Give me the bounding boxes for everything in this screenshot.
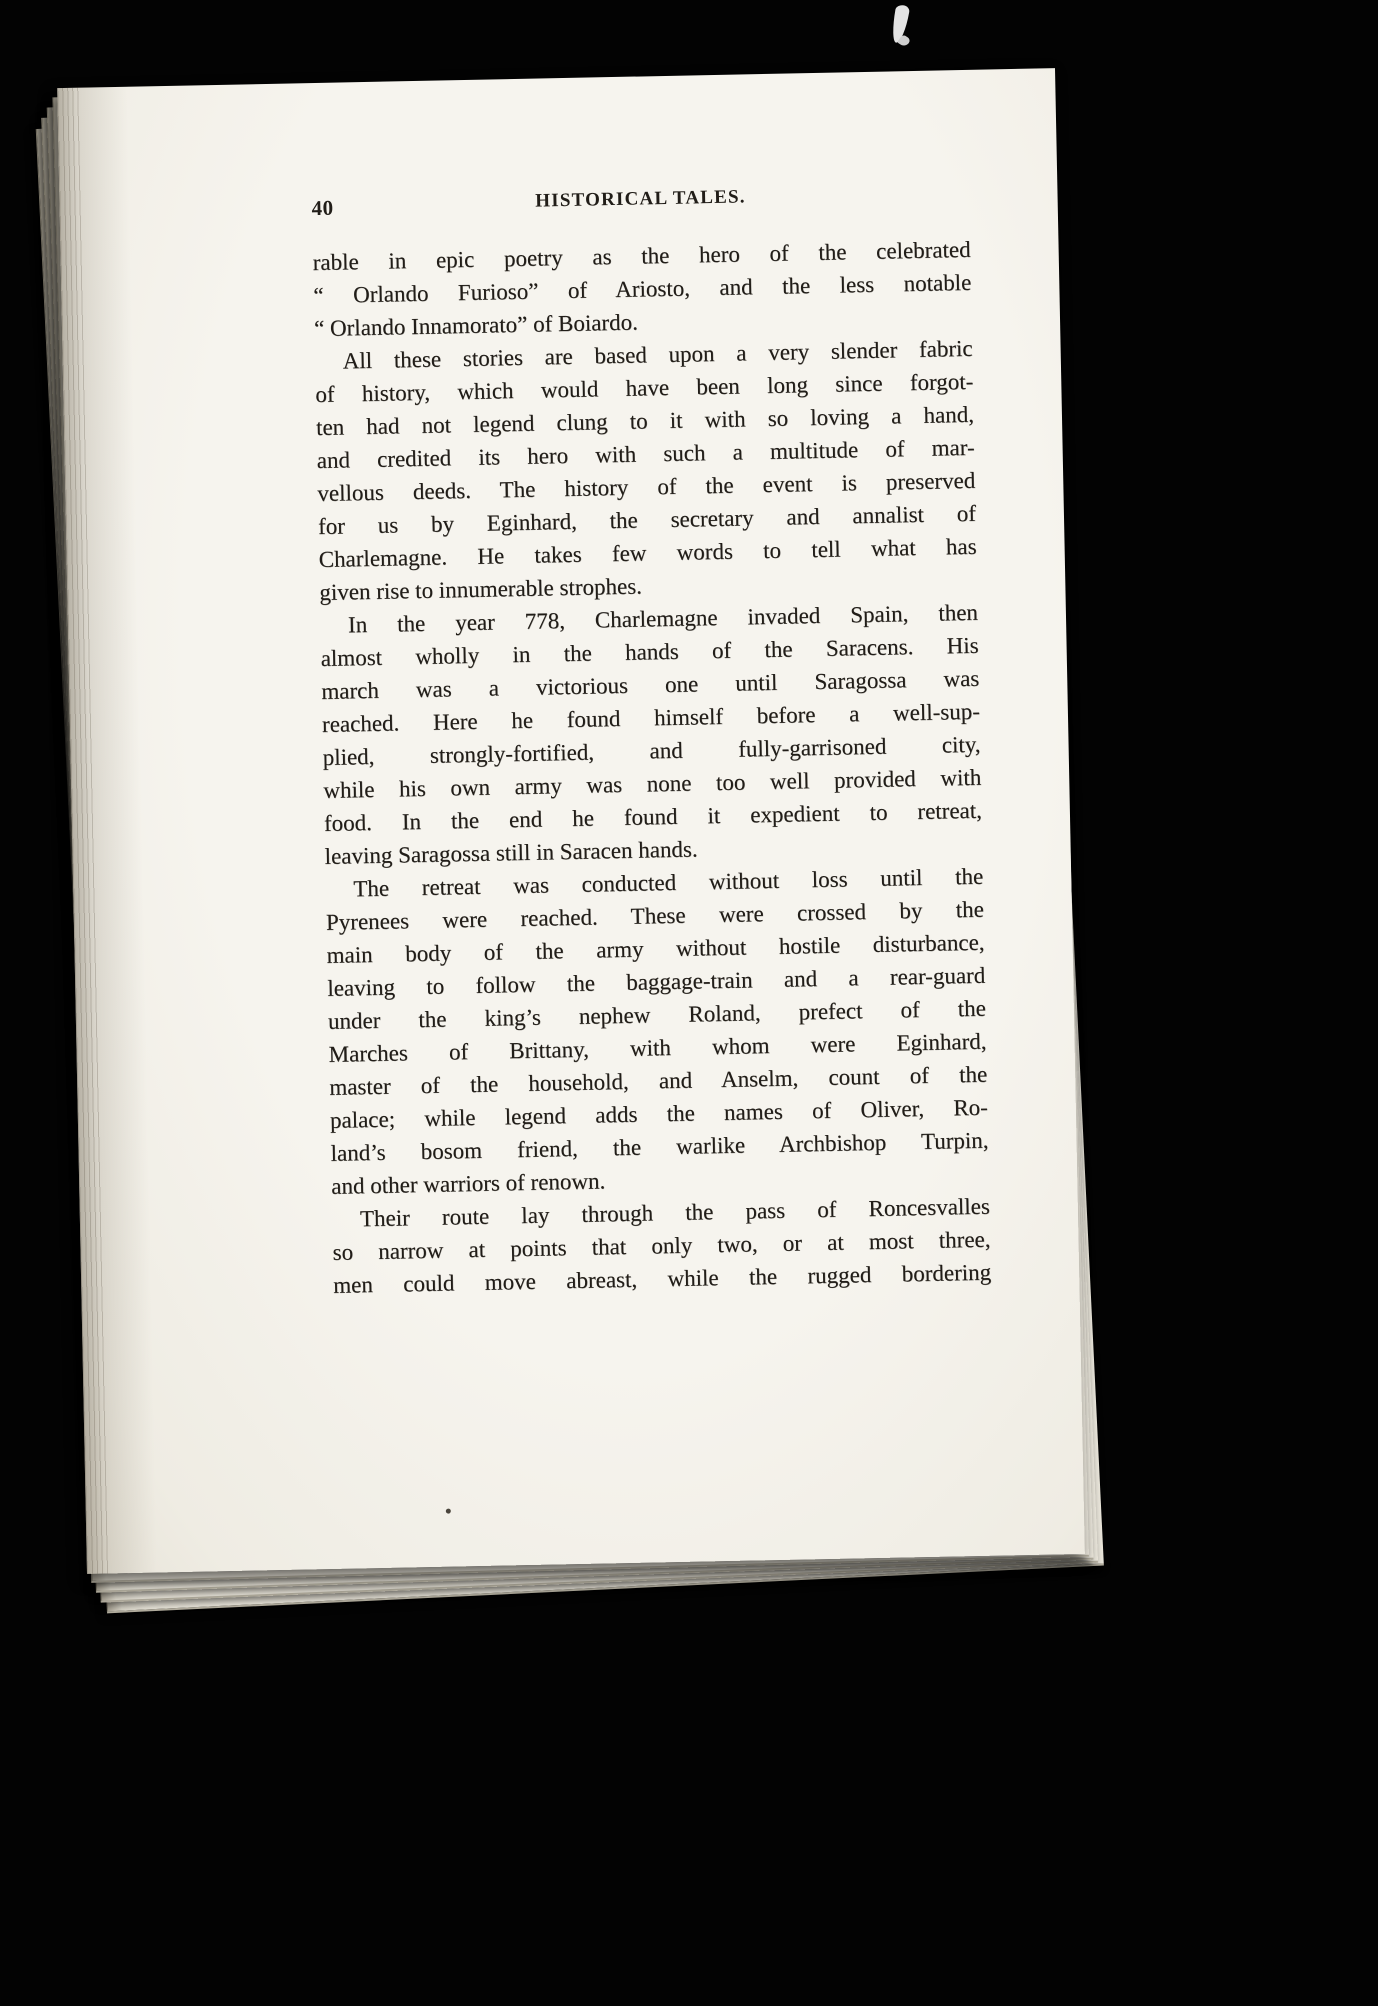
- text-line: main body of the army without hostile disturbance,: [326, 929, 985, 968]
- text-line: leaving to follow the baggage-train and a rear-guard: [327, 962, 986, 1001]
- book-page: [57, 68, 1085, 1574]
- page-gutter-shading: [57, 87, 157, 1574]
- text-line: and credited its hero with such a multitude of mar-: [316, 434, 975, 474]
- ink-mark: [890, 4, 910, 44]
- text-line: and other warriors of renown.: [331, 1168, 606, 1199]
- text-line: The retreat was conducted without loss until the: [353, 863, 984, 902]
- text-line: Marches of Brittany, with whom were Eginhard,: [328, 1028, 987, 1067]
- text-line: given rise to innumerable strophes.: [319, 573, 643, 606]
- text-line: “ Orlando Furioso” of Ariosto, and the less notable: [313, 269, 972, 309]
- text-line: for us by Eginhard, the secretary and annalist of: [317, 500, 977, 540]
- text-line: of history, which would have been long since forgot-: [315, 368, 974, 408]
- text-line: food. In the end he found it expedient to retreat,: [323, 797, 983, 836]
- text-line: plied, strongly-fortified, and fully-garrisoned city,: [322, 731, 981, 770]
- text-line: palace; while legend adds the names of Oliver, Ro-: [329, 1094, 989, 1133]
- running-header: HISTORICAL TALES.: [535, 186, 746, 212]
- text-line: ten had not legend clung to it with so loving a hand,: [315, 401, 975, 441]
- text-lines: [312, 233, 991, 1302]
- text-line: march was a victorious one until Saragossa was: [321, 665, 980, 704]
- text-line: “ Orlando Innamorato” of Boiardo.: [313, 309, 639, 342]
- text-line: under the king’s nephew Roland, prefect of the: [327, 995, 987, 1034]
- page-header: [311, 182, 969, 223]
- text-line: Charlemagne. He takes few words to tell what has: [318, 533, 977, 573]
- text-line: so narrow at points that only two, or at most three,: [332, 1226, 991, 1265]
- text-line: Pyrenees were reached. These were crossed by the: [325, 896, 985, 935]
- text-line: rable in epic poetry as the hero of the celebrated: [312, 236, 971, 276]
- text-line: Their route lay through the pass of Roncesvalles: [359, 1193, 991, 1232]
- text-line: All these stories are based upon a very slender fabric: [342, 335, 973, 374]
- text-line: men could move abreast, while the rugged bordering: [333, 1259, 992, 1298]
- speck: [446, 1509, 451, 1514]
- book: [57, 68, 1085, 1574]
- page-content: [311, 182, 991, 1302]
- text-line: master of the household, and Anselm, count of the: [329, 1061, 988, 1100]
- text-line: land’s bosom friend, the warlike Archbishop Turpin,: [330, 1127, 989, 1166]
- page-number: 40: [311, 195, 334, 221]
- text-line: almost wholly in the hands of the Saracens. His: [320, 632, 979, 671]
- text-line: reached. Here he found himself before a well-sup-: [321, 698, 981, 737]
- text-line: In the year 778, Charlemagne invaded Spain, then: [347, 599, 979, 638]
- text-line: vellous deeds. The history of the event is preserved: [317, 467, 976, 507]
- text-line: leaving Saragossa still in Saracen hands.: [324, 836, 698, 869]
- text-line: while his own army was none too well provided with: [323, 764, 982, 803]
